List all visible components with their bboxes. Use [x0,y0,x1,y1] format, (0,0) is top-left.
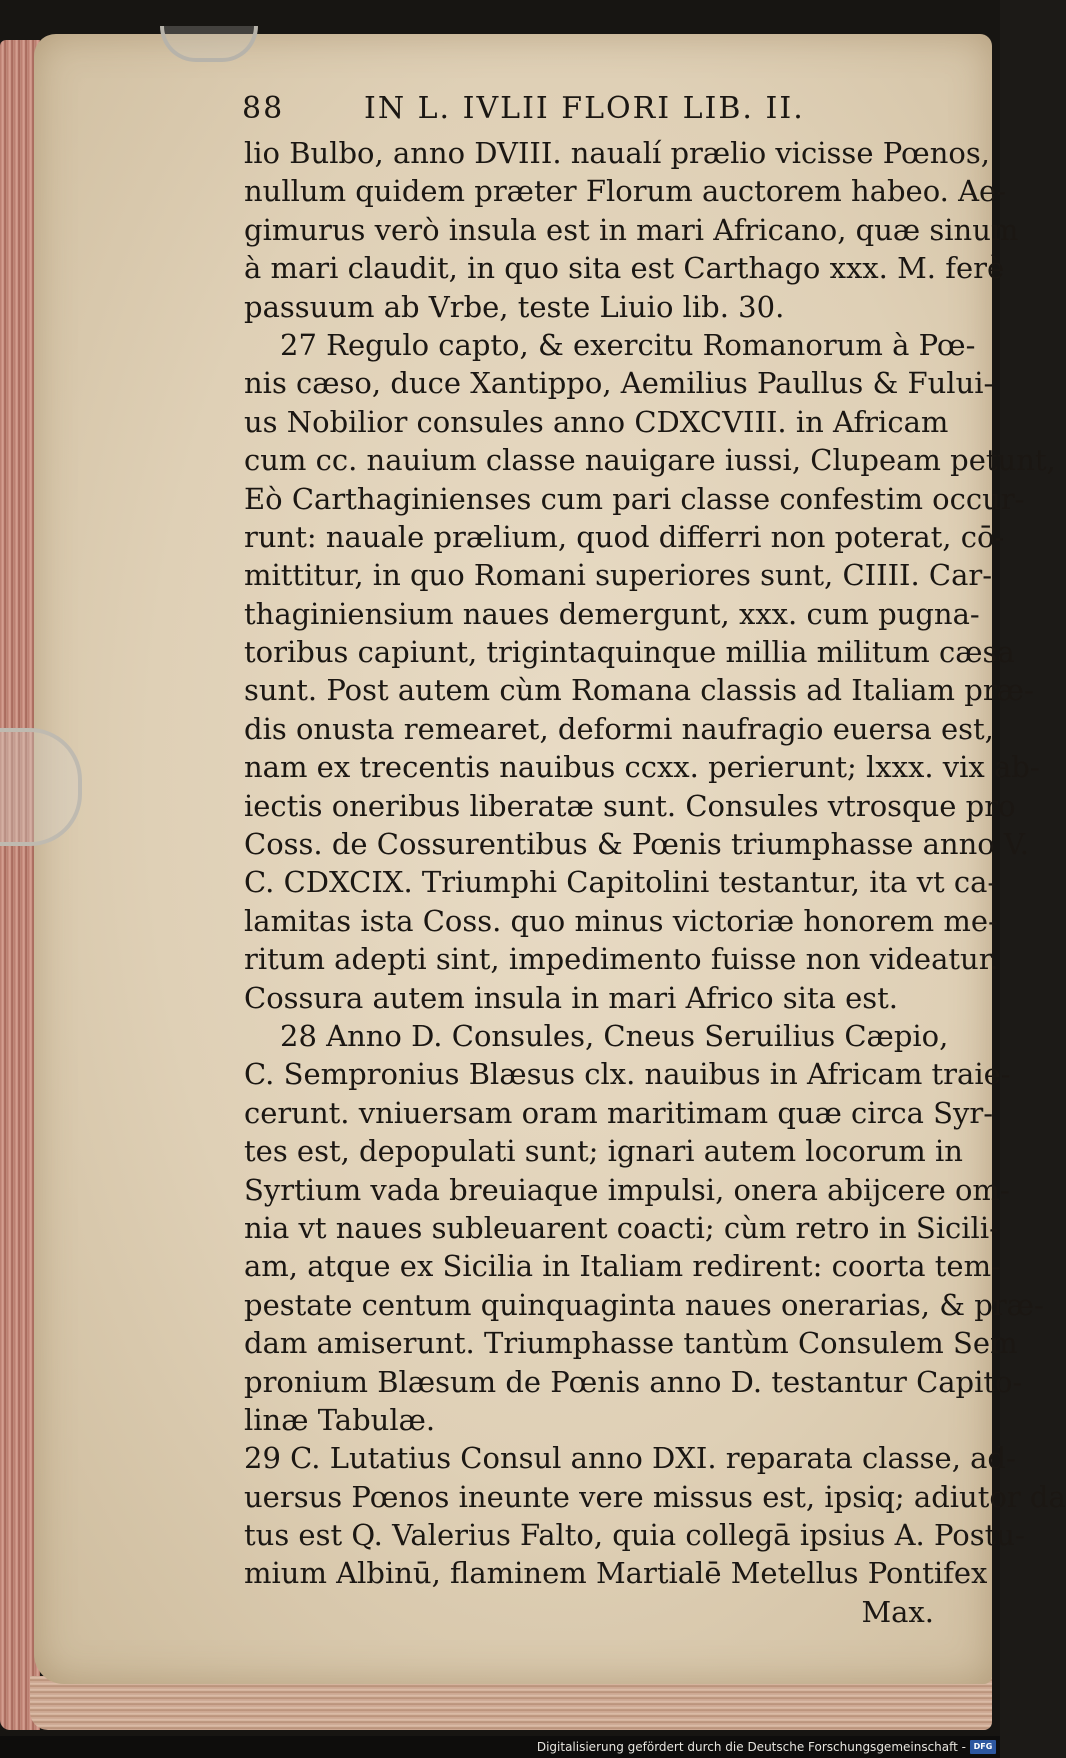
text-line: nam ex trecentis nauibus ccxx. perierunt; lxxx. vix ab- [244,750,1040,785]
text-line: Syrtium vada breuiaque impulsi, onera abijcere om- [244,1172,1010,1207]
text-line: us Nobilior consules anno CDXCVIII. in Africam [244,404,949,439]
text-line: sunt. Post autem cùm Romana classis ad Italiam præ- [244,673,1034,708]
text-line: pestate centum quinquaginta naues onerarias, & præ- [244,1287,1044,1322]
text-line: gimurus verò insula est in mari Africano, quæ sinum [244,212,1019,247]
text-line: iectis oneribus liberatæ sunt. Consules vtrosque pro [244,788,1016,823]
text-line: thaginiensium naues demergunt, xxx. cum pugna- [244,596,980,631]
catchword: Max. [861,1594,934,1629]
funding-credit: Digitalisierung gefördert durch die Deutsche Forschungsgemeinschaft - [536,1740,966,1754]
text-line: pronium Blæsum de Pœnis anno D. testantur Capito- [244,1364,1023,1399]
paragraph-start: 27 Regulo capto, & exercitu Romanorum à Pœ- [280,327,976,362]
text-line: tes est, depopulati sunt; ignari autem locorum in [244,1134,963,1169]
text-line: nis cæso, duce Xantippo, Aemilius Paullus & Fului- [244,366,994,401]
text-line: à mari claudit, in quo sita est Carthago xxx. M. ferè [244,251,1005,286]
text-line: toribus capiunt, trigintaquinque millia militum cæsa [244,635,1015,670]
text-line: runt: nauale prælium, quod differri non poterat, cō- [244,519,1005,554]
running-title: IN L. IVLII FLORI LIB. II. [364,91,805,126]
text-line: ritum adepti sint, impedimento fuisse non videatur. [244,942,999,977]
page-number: 88 [242,91,285,126]
text-line: dam amiserunt. Triumphasse tantùm Consulem Sem [244,1326,1018,1361]
text-line: passuum ab Vrbe, teste Liuio lib. 30. [244,289,785,324]
text-line: lamitas ista Coss. quo minus victoriæ honorem me- [244,903,998,938]
text-line: cerunt. vniuersam oram maritimam quæ circa Syr- [244,1095,994,1130]
text-line: uersus Pœnos ineunte vere missus est, ipsiq; adiutor da [244,1479,1066,1514]
text-line: lio Bulbo, anno DVIII. naualí prælio vicisse Pœnos, [244,136,990,170]
page-header [244,84,934,134]
text-line: cum cc. nauium classe nauigare iussi, Clupeam petunt, [244,443,1056,478]
text-line: C. Sempronius Blæsus clx. nauibus in Africam traie- [244,1057,1011,1092]
text-line: mium Albinū, flaminem Martialē Metellus Pontifex [244,1556,988,1591]
dfg-logo: DFG [970,1740,996,1754]
page-text [242,84,1066,1631]
digitization-footer [0,1736,1000,1758]
text-line: Coss. de Cossurentibus & Pœnis triumphasse anno V. [244,827,1030,862]
paragraph-start: 29 C. Lutatius Consul anno DXI. reparata classe, ad- [244,1441,1016,1476]
text-line: am, atque ex Sicilia in Italiam redirent: coorta tem- [244,1249,1001,1284]
text-line: nullum quidem præter Florum auctorem habeo. Ae- [244,174,1007,209]
text-line: tus est Q. Valerius Falto, quia collegā ipsius A. Postu- [244,1518,1025,1553]
text-line: Eò Carthaginienses cum pari classe confestim occur- [244,481,1025,516]
text-line: nia vt naues subleuarent coacti; cùm retro in Sicili- [244,1210,999,1245]
book-bottom-edge [30,1676,992,1730]
text-line: dis onusta remearet, deformi naufragio euersa est, [244,711,994,746]
text-line: linæ Tabulæ. [244,1402,436,1437]
text-line: C. CDXCIX. Triumphi Capitolini testantur, ita vt ca- [244,865,998,900]
text-line: mittitur, in quo Romani superiores sunt, CIIII. Car- [244,558,993,593]
text-line: Cossura autem insula in mari Africo sita est. [244,980,899,1015]
paragraph-start: 28 Anno D. Consules, Cneus Seruilius Cæpio, [280,1018,949,1053]
